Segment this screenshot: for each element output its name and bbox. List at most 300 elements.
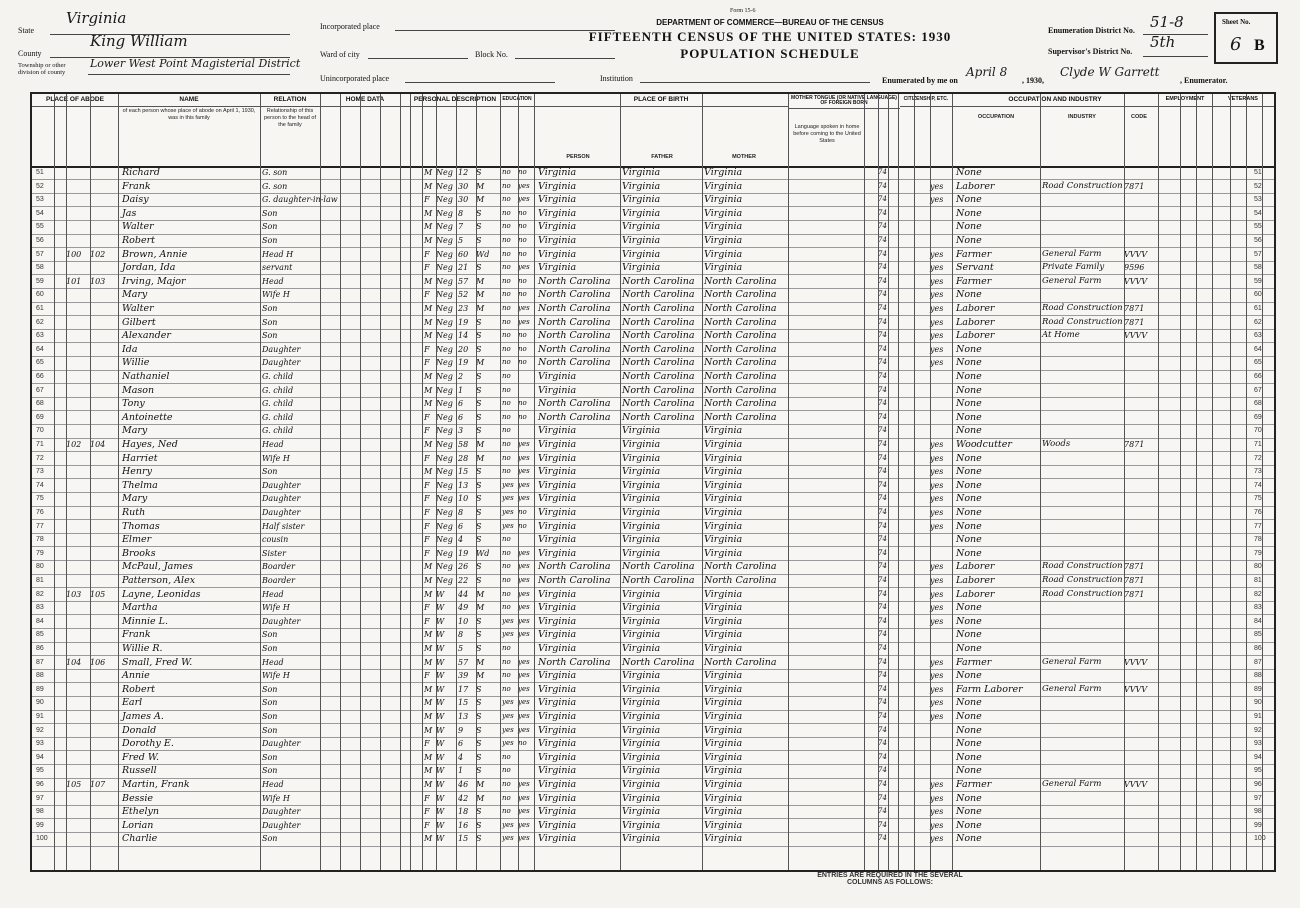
cell-sex: F xyxy=(424,807,430,817)
cell-rel: Son xyxy=(262,684,278,694)
cell-school: no xyxy=(502,208,511,217)
table-row xyxy=(32,220,1274,234)
cell-read: no xyxy=(518,344,527,353)
cell-read: yes xyxy=(518,698,530,707)
cell-mother: Virginia xyxy=(704,235,743,246)
cell-name: Willie xyxy=(122,357,150,369)
cell-eng: yes xyxy=(930,317,944,327)
cell-age: 57 xyxy=(458,657,469,667)
cell-lang: 74 xyxy=(878,535,887,544)
cell-sex: M xyxy=(424,276,433,286)
cell-mother: Virginia xyxy=(704,751,743,763)
cell-occ: None xyxy=(956,602,982,614)
cell-school: no xyxy=(502,372,511,380)
cell-sex: M xyxy=(424,657,433,667)
cell-lang: 74 xyxy=(878,358,887,367)
cell-school: yes xyxy=(502,834,514,843)
cell-race: Neg xyxy=(436,263,453,273)
relation-column-desc: Relationship of this person to the head of the family xyxy=(264,108,316,128)
line-number: 75 xyxy=(36,495,44,503)
cell-ind: Private Family xyxy=(1042,262,1105,273)
table-row xyxy=(32,370,1274,384)
line-number: 69 xyxy=(36,413,44,421)
grid-line xyxy=(952,94,953,870)
cell-father: Virginia xyxy=(622,425,661,437)
cell-read: yes xyxy=(518,304,530,312)
table-row xyxy=(32,520,1274,534)
cell-ind: Woods xyxy=(1042,439,1071,449)
table-row xyxy=(32,628,1274,642)
cell-father: Virginia xyxy=(622,833,661,845)
mother-column: MOTHER xyxy=(732,154,756,160)
cell-ms: S xyxy=(476,480,482,490)
cell-school: no xyxy=(502,331,511,340)
supervisor-value: 5th xyxy=(1150,33,1176,51)
cell-age: 5 xyxy=(458,644,464,653)
cell-name: Earl xyxy=(122,697,143,709)
cell-birth: Virginia xyxy=(538,670,577,682)
table-row xyxy=(32,329,1274,343)
cell-sex: M xyxy=(424,168,433,177)
line-number-right: 89 xyxy=(1254,685,1262,693)
cell-occ: Laborer xyxy=(956,588,995,600)
grid-line xyxy=(476,94,477,870)
grid-line xyxy=(1158,94,1159,870)
table-row xyxy=(32,275,1274,289)
table-row xyxy=(32,492,1274,506)
cell-sex: F xyxy=(424,263,430,273)
county-label: County xyxy=(18,49,42,58)
cell-code: 9596 xyxy=(1124,263,1145,273)
grid-line xyxy=(1124,94,1125,870)
grid-line xyxy=(118,94,119,870)
state-value: Virginia xyxy=(66,9,127,27)
line-number: 83 xyxy=(36,604,44,612)
cell-race: Neg xyxy=(436,249,453,259)
sheet-label: Sheet No. xyxy=(1222,18,1251,26)
group-birth: PLACE OF BIRTH xyxy=(534,96,788,107)
cell-eng: yes xyxy=(930,684,944,694)
line-number-right: 72 xyxy=(1254,454,1262,462)
cell-ms: S xyxy=(476,834,482,844)
line-number: 59 xyxy=(36,277,44,285)
cell-lang: 74 xyxy=(878,508,887,516)
cell-lang: 74 xyxy=(878,698,887,707)
cell-name: Donald xyxy=(122,724,157,736)
cell-code: 7871 xyxy=(1124,317,1145,327)
line-number-right: 96 xyxy=(1254,781,1262,788)
cell-name: Robert xyxy=(122,683,155,695)
line-number-right: 51 xyxy=(1254,169,1262,176)
cell-race: Neg xyxy=(436,480,453,490)
cell-age: 8 xyxy=(458,208,464,218)
cell-age: 15 xyxy=(458,698,469,708)
cell-rel: Wife H xyxy=(262,671,290,681)
cell-sex: F xyxy=(424,412,430,422)
cell-rel: Wife H xyxy=(262,453,290,463)
grid-line xyxy=(1246,94,1247,870)
group-employment: EMPLOYMENT xyxy=(1158,96,1212,107)
cell-mother: Virginia xyxy=(704,425,743,437)
grid-line xyxy=(1180,94,1181,870)
table-row xyxy=(32,506,1274,520)
cell-school: no xyxy=(502,467,511,476)
cell-ms: S xyxy=(476,263,482,273)
cell-lang: 74 xyxy=(878,630,887,639)
cell-birth: Virginia xyxy=(538,629,577,641)
cell-sex: F xyxy=(424,739,430,749)
line-number-right: 78 xyxy=(1254,536,1262,544)
cell-mother: Virginia xyxy=(704,615,743,627)
cell-race: W xyxy=(436,739,445,749)
cell-occ: None xyxy=(956,384,982,396)
cell-eng: yes xyxy=(930,181,944,191)
cell-eng: yes xyxy=(930,820,944,830)
cell-ms: M xyxy=(476,276,485,286)
line-number: 88 xyxy=(36,672,44,680)
cell-sex: M xyxy=(424,712,433,721)
grid-line xyxy=(898,94,899,870)
line-number: 96 xyxy=(36,781,44,788)
cell-mother: Virginia xyxy=(704,697,743,709)
cell-code: 7871 xyxy=(1124,576,1145,585)
cell-birth: Virginia xyxy=(538,439,577,450)
cell-age: 21 xyxy=(458,263,469,273)
cell-name: Jordan, Ida xyxy=(122,262,176,274)
line-number-right: 95 xyxy=(1254,767,1262,775)
cell-lang: 74 xyxy=(878,399,887,408)
table-row xyxy=(32,669,1274,683)
cell-race: Neg xyxy=(436,453,453,463)
line-number: 67 xyxy=(36,386,44,394)
cell-ms: M xyxy=(476,793,485,803)
cell-occ: Laborer xyxy=(956,180,995,192)
cell-birth: North Carolina xyxy=(538,656,611,668)
cell-lang: 74 xyxy=(878,766,887,775)
cell-name: Thomas xyxy=(122,520,160,532)
table-row xyxy=(32,411,1274,425)
cell-school: no xyxy=(502,684,511,693)
cell-name: Richard xyxy=(122,167,160,178)
cell-code: 7871 xyxy=(1124,440,1145,449)
table-row xyxy=(32,792,1274,806)
cell-name: Hayes, Ned xyxy=(122,439,178,450)
line-number-right: 92 xyxy=(1254,726,1262,734)
cell-mother: North Carolina xyxy=(704,656,777,668)
cell-rel: Half sister xyxy=(262,521,305,531)
cell-ms: S xyxy=(476,168,482,177)
grid-line xyxy=(500,94,501,870)
line-number-right: 66 xyxy=(1254,373,1262,380)
cell-sex: M xyxy=(424,834,433,844)
cell-age: 23 xyxy=(458,304,469,313)
cell-eng: yes xyxy=(930,358,944,368)
cell-name: Mason xyxy=(122,384,155,396)
cell-school: no xyxy=(502,780,511,788)
cell-read: yes xyxy=(518,616,530,625)
cell-rel: Wife H xyxy=(262,793,290,803)
line-number-right: 75 xyxy=(1254,495,1262,503)
cell-school: no xyxy=(502,276,511,285)
cell-sex: M xyxy=(424,372,433,381)
cell-race: Neg xyxy=(436,548,453,558)
cell-race: W xyxy=(436,603,445,613)
cell-father: Virginia xyxy=(622,534,661,546)
table-row xyxy=(32,642,1274,656)
form-number: Form 15-6 xyxy=(730,8,756,14)
cell-occ: None xyxy=(956,643,982,654)
cell-race: W xyxy=(436,780,445,789)
cell-ms: S xyxy=(476,317,482,327)
cell-school: no xyxy=(502,562,511,571)
cell-read: no xyxy=(518,249,527,258)
cell-read: yes xyxy=(518,657,530,666)
cell-father: Virginia xyxy=(622,779,661,790)
cell-name: Irving, Major xyxy=(122,275,186,287)
cell-sex: F xyxy=(424,358,430,368)
cell-rel: Son xyxy=(262,304,278,313)
line-number-right: 56 xyxy=(1254,237,1262,244)
cell-rel: G. daughter-in-law xyxy=(262,195,338,205)
cell-birth: Virginia xyxy=(538,479,577,491)
line-number-right: 100 xyxy=(1254,835,1266,843)
cell-eng: yes xyxy=(930,780,944,789)
group-citizenship: CITIZENSHIP, ETC. xyxy=(900,96,952,107)
cell-race: W xyxy=(436,752,445,762)
cell-lang: 74 xyxy=(878,725,887,734)
cell-mother: Virginia xyxy=(704,602,743,614)
cell-school: no xyxy=(502,168,511,176)
cell-eng: yes xyxy=(930,576,944,585)
cell-name: Lorian xyxy=(122,819,154,831)
cell-birth: Virginia xyxy=(538,643,577,654)
cell-father: Virginia xyxy=(622,670,661,682)
cell-rel: Son xyxy=(262,317,278,327)
cell-school: no xyxy=(502,644,511,652)
cell-occ: None xyxy=(956,194,982,206)
cell-lang: 74 xyxy=(878,780,887,788)
cell-age: 57 xyxy=(458,276,469,286)
cell-ms: Wd xyxy=(476,249,490,259)
cell-race: Neg xyxy=(436,576,453,585)
cell-name: Robert xyxy=(122,235,155,246)
cell-occ: None xyxy=(956,207,982,219)
cell-race: Neg xyxy=(436,358,453,368)
table-row xyxy=(32,547,1274,561)
cell-school: yes xyxy=(502,725,514,734)
cell-occ: Laborer xyxy=(956,316,995,328)
cell-read: yes xyxy=(518,630,530,639)
cell-school: yes xyxy=(502,616,514,625)
grid-line xyxy=(340,94,341,870)
cell-eng: yes xyxy=(930,276,944,286)
cell-read: yes xyxy=(518,181,530,190)
cell-father: Virginia xyxy=(622,792,661,804)
schedule-title: POPULATION SCHEDULE xyxy=(680,46,860,61)
cell-ms: S xyxy=(476,630,482,640)
cell-fam: 104 xyxy=(90,440,106,449)
cell-occ: Servant xyxy=(956,262,994,274)
cell-dw: 100 xyxy=(66,249,82,259)
cell-school: no xyxy=(502,535,511,544)
cell-father: Virginia xyxy=(622,439,661,450)
cell-ms: M xyxy=(476,440,485,449)
group-occupation: OCCUPATION AND INDUSTRY xyxy=(952,96,1158,107)
cell-mother: North Carolina xyxy=(704,384,777,396)
cell-age: 1 xyxy=(458,385,464,395)
grid-line xyxy=(1040,94,1041,870)
cell-ind: General Farm xyxy=(1042,275,1102,286)
cell-sex: M xyxy=(424,752,433,762)
cell-birth: Virginia xyxy=(538,466,577,478)
cell-lang: 74 xyxy=(878,317,887,326)
cell-ind: Road Construction xyxy=(1042,303,1123,313)
cell-lang: 74 xyxy=(878,426,887,435)
grid-line xyxy=(380,94,381,870)
line-number: 57 xyxy=(36,250,44,258)
cell-race: Neg xyxy=(436,440,453,449)
cell-eng: yes xyxy=(930,467,944,477)
cell-ms: S xyxy=(476,535,482,545)
cell-birth: Virginia xyxy=(538,547,577,559)
cell-sex: F xyxy=(424,249,430,259)
cell-sex: M xyxy=(424,181,433,191)
grid-line xyxy=(54,94,55,870)
cell-birth: Virginia xyxy=(538,207,577,219)
grid-line xyxy=(930,94,931,870)
grid-line xyxy=(1230,94,1231,870)
cell-race: W xyxy=(436,684,445,694)
cell-ms: S xyxy=(476,807,482,817)
cell-eng: yes xyxy=(930,562,944,572)
cell-father: Virginia xyxy=(622,765,661,777)
cell-race: W xyxy=(436,712,445,721)
cell-rel: G. child xyxy=(262,372,294,381)
cell-rel: Son xyxy=(262,236,278,245)
line-number-right: 86 xyxy=(1254,645,1262,652)
cell-occ: None xyxy=(956,724,982,736)
cell-school: yes xyxy=(502,494,514,503)
cell-name: Bessie xyxy=(122,792,154,804)
cell-occ: None xyxy=(956,371,982,382)
cell-lang: 74 xyxy=(878,372,887,380)
cell-lang: 74 xyxy=(878,562,887,571)
cell-ind: Road Construction xyxy=(1042,561,1123,572)
cell-ms: S xyxy=(476,344,482,354)
cell-ms: S xyxy=(476,494,482,504)
enumerator-name: Clyde W Garrett xyxy=(1060,65,1160,79)
grid-line xyxy=(66,94,67,870)
line-number: 89 xyxy=(36,685,44,693)
cell-school: no xyxy=(502,412,511,421)
line-number-right: 84 xyxy=(1254,617,1262,625)
cell-school: no xyxy=(502,195,511,204)
cell-occ: None xyxy=(956,806,982,818)
cell-age: 6 xyxy=(458,412,464,422)
line-number-right: 70 xyxy=(1254,427,1262,435)
cell-rel: G. son xyxy=(262,181,288,191)
table-row xyxy=(32,832,1274,846)
cell-read: yes xyxy=(518,712,530,720)
cell-read: yes xyxy=(518,494,530,503)
table-row xyxy=(32,764,1274,778)
cell-lang: 74 xyxy=(878,236,887,244)
line-number: 93 xyxy=(36,740,44,748)
cell-birth: Virginia xyxy=(538,235,577,246)
cell-mother: North Carolina xyxy=(704,575,777,586)
group-relation: RELATION xyxy=(260,96,320,107)
table-row xyxy=(32,452,1274,466)
cell-occ: Farmer xyxy=(956,248,992,260)
cell-occ: None xyxy=(956,765,982,777)
cell-lang: 74 xyxy=(878,344,887,353)
cell-lang: 74 xyxy=(878,793,887,802)
cell-sex: F xyxy=(424,195,430,205)
cell-race: Neg xyxy=(436,304,453,313)
cell-eng: yes xyxy=(930,290,944,300)
line-number-right: 65 xyxy=(1254,359,1262,367)
cell-race: W xyxy=(436,698,445,708)
cell-race: W xyxy=(436,834,445,844)
line-number-right: 58 xyxy=(1254,264,1262,272)
cell-father: Virginia xyxy=(622,452,661,464)
line-number-right: 62 xyxy=(1254,318,1262,326)
cell-father: Virginia xyxy=(622,248,661,260)
cell-race: Neg xyxy=(436,222,453,232)
cell-lang: 74 xyxy=(878,644,887,652)
cell-mother: Virginia xyxy=(704,493,743,505)
cell-occ: None xyxy=(956,493,982,505)
cell-code: VVVV xyxy=(1124,657,1148,667)
cell-name: Ethelyn xyxy=(122,806,160,818)
cell-read: no xyxy=(518,208,527,217)
cell-father: Virginia xyxy=(622,207,661,219)
cell-school: no xyxy=(502,548,511,557)
cell-race: Neg xyxy=(436,521,453,531)
line-number: 52 xyxy=(36,182,44,190)
cell-name: Walter xyxy=(122,303,154,314)
grid-line xyxy=(888,94,889,870)
cell-school: no xyxy=(502,385,511,394)
cell-eng: yes xyxy=(930,834,944,844)
cell-read: yes xyxy=(518,453,530,462)
cell-rel: G. child xyxy=(262,385,294,395)
cell-age: 8 xyxy=(458,630,464,640)
line-number: 91 xyxy=(36,713,44,720)
cell-sex: M xyxy=(424,222,433,232)
cell-occ: Laborer xyxy=(956,330,995,342)
line-number-right: 91 xyxy=(1254,713,1262,720)
cell-lang: 74 xyxy=(878,467,887,476)
cell-sex: M xyxy=(424,644,433,653)
cell-read: no xyxy=(518,508,527,516)
cell-school: no xyxy=(502,426,511,435)
cell-school: no xyxy=(502,222,511,231)
cell-father: Virginia xyxy=(622,507,661,518)
cell-rel: Wife H xyxy=(262,603,290,613)
line-number-right: 69 xyxy=(1254,413,1262,421)
cell-race: Neg xyxy=(436,562,453,572)
cell-birth: North Carolina xyxy=(538,343,611,355)
line-number: 58 xyxy=(36,264,44,272)
cell-occ: None xyxy=(956,520,982,532)
cell-birth: Virginia xyxy=(538,452,577,464)
cell-sex: M xyxy=(424,317,433,327)
cell-father: North Carolina xyxy=(622,316,695,328)
cell-school: yes xyxy=(502,630,514,639)
cell-sex: F xyxy=(424,671,430,681)
cell-rel: Boarder xyxy=(262,576,295,585)
